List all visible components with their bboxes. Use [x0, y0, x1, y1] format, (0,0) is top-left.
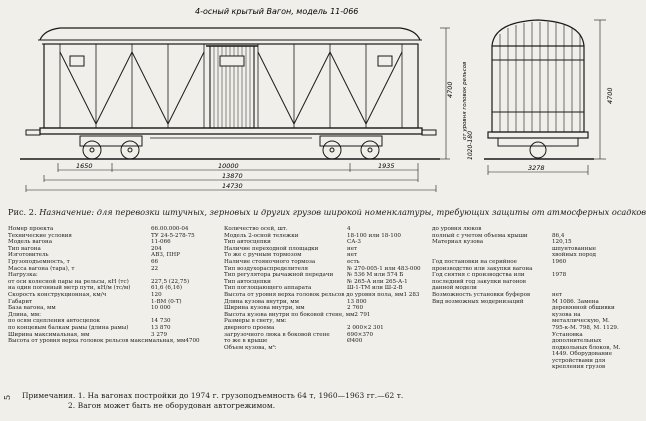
spec-value: Ш-1-ТМ или Ш-2-В — [347, 285, 403, 292]
drawing-title: 4-осный крытый Вагон, модель 11-066 — [195, 7, 359, 16]
spec-label: Наличие переходной площадки — [224, 245, 319, 252]
spec-label: Тип регулятора рычажной передачи — [224, 272, 334, 279]
spec-value: 120,15 — [552, 239, 572, 246]
spec-value: ТУ 24-5-278-75 — [151, 232, 195, 239]
spec-value: № 265-А или 265-А-1 — [347, 278, 408, 285]
spec-label: Модель 2-осной тележки — [224, 232, 299, 239]
spec-row — [224, 325, 429, 332]
spec-value: АВЗ, ПНР — [151, 252, 180, 259]
spec-row — [224, 272, 429, 279]
spec-value: 120 — [151, 291, 162, 298]
spec-row — [8, 299, 213, 306]
spec-row — [8, 305, 213, 312]
spec-row — [224, 252, 429, 259]
dim-10000: 10000 — [218, 162, 239, 170]
spec-row — [224, 279, 429, 286]
spec-value: 13 870 — [151, 324, 171, 331]
spec-label: дверного проема — [224, 324, 275, 331]
spec-label: Год снятия с производства или последний год закупки вагонов данной модели — [432, 272, 526, 292]
spec-label: Высота от уровня верха головок рельсов до уровня пола, мм — [224, 291, 404, 298]
spec-label: Размеры в свету, мм: — [224, 318, 287, 325]
spec-column-1 — [8, 226, 213, 345]
spec-row — [224, 292, 429, 299]
spec-label: Количество осей, шт. — [224, 226, 288, 232]
spec-row — [432, 246, 622, 259]
spec-label: Вид возможных модернизаций — [432, 298, 524, 305]
spec-label: Габарит — [8, 298, 33, 305]
spec-row — [432, 226, 622, 233]
spec-value — [151, 312, 213, 319]
figure-caption — [8, 207, 646, 217]
gauge-label: от уровня головок рельсов — [462, 61, 468, 140]
spec-value: № 536 М или 574 Б — [347, 272, 404, 279]
spec-row — [432, 239, 622, 246]
spec-value — [347, 318, 429, 325]
spec-value: 2 000×2 301 — [347, 324, 384, 331]
spec-label: Скорость конструкционная, км/ч — [8, 291, 107, 298]
spec-row — [432, 299, 622, 372]
spec-label: Тип поглощающего аппарата — [224, 285, 312, 292]
spec-value: нет — [347, 245, 358, 252]
spec-value: нет — [552, 291, 563, 298]
spec-value: 86,4 — [552, 232, 565, 239]
spec-row — [8, 266, 213, 273]
dim-13870: 13870 — [222, 172, 243, 180]
note-1: Примечания. 1. На вагонах постройки до 1974 г. грузоподъемность 64 т, 1960—1963 гг.—62 т. — [22, 391, 404, 400]
spec-row — [224, 318, 429, 325]
spec-label: до уровня люков — [432, 226, 482, 232]
spec-label: Длина кузова внутри, мм — [224, 298, 299, 305]
dim-3278: 3278 — [528, 164, 545, 172]
spec-row — [432, 272, 622, 292]
spec-value: 13 800 — [347, 298, 367, 305]
spec-row — [224, 246, 429, 253]
spec-row — [8, 332, 213, 339]
spec-value: 10 000 — [151, 305, 171, 312]
spec-label: База вагона, мм — [8, 305, 56, 312]
spec-row — [432, 259, 622, 272]
spec-value: 22 — [151, 265, 159, 272]
spec-label: то же в крыше — [224, 338, 268, 345]
dim-4700: 4700 — [446, 81, 454, 98]
spec-label: Нагрузка: — [8, 272, 38, 279]
spec-label: Ширина максимальная, мм — [8, 331, 90, 338]
spec-value: № 270-005-1 или 483-000 — [347, 265, 421, 272]
spec-value: 18-100 или 18-100 — [347, 232, 401, 239]
spec-value: 3 279 — [151, 331, 168, 338]
spec-value: 4 — [347, 226, 351, 232]
spec-label: Наличие стояночного тормоза — [224, 258, 316, 265]
dim-1935: 1935 — [378, 162, 395, 170]
spec-row — [432, 233, 622, 240]
spec-label: Высота кузова внутри по боковой стене, мм — [224, 311, 355, 318]
spec-value: 1960 — [552, 258, 567, 265]
figure-purpose: Назначение: для перевозки штучных, зерновых и других грузов широкой номенклатуры, требующих защиты от атмосферных осадков — [39, 207, 646, 217]
spec-value — [151, 272, 213, 279]
spec-value: 1-ВМ (0-Т) — [151, 298, 182, 305]
note-2: 2. Вагон может быть не оборудован автогрежимом. — [68, 401, 276, 410]
spec-column-3 — [432, 226, 622, 371]
spec-label: То же с ручным тормозом — [224, 252, 302, 259]
spec-row — [8, 338, 213, 345]
spec-row — [8, 233, 213, 240]
spec-row — [8, 325, 213, 332]
spec-row — [8, 272, 213, 279]
end-view — [484, 20, 606, 175]
spec-value: 2 791 — [354, 311, 371, 318]
spec-label: Тип вагона — [8, 245, 41, 252]
spec-value: 66.00.000-04 — [151, 226, 189, 232]
spec-label: Грузоподъемность, т — [8, 258, 70, 265]
spec-row — [8, 259, 213, 266]
spec-value: 66 — [151, 258, 159, 265]
spec-label: Изготовитель — [8, 252, 49, 259]
spec-value: шпунтованные хвойных пород — [552, 245, 597, 259]
dim-1020: 1020-180 — [467, 131, 474, 160]
spec-label: загрузочного люка в боковой стене — [224, 331, 330, 338]
spec-column-2 — [224, 226, 429, 351]
spec-label: Возможность установки буферов — [432, 291, 531, 298]
spec-row — [224, 338, 429, 345]
spec-label: Номер проекта — [8, 226, 54, 232]
spec-label: от оси колесной пары на рельсы, кН (тс) — [8, 278, 129, 285]
spec-row — [8, 226, 213, 233]
spec-row — [224, 239, 429, 246]
spec-value: Ø400 — [347, 338, 363, 345]
spec-row — [8, 292, 213, 299]
spec-label: Модель вагона — [8, 239, 53, 246]
spec-value: СА-3 — [347, 239, 361, 246]
spec-label: Ширина кузова внутри, мм — [224, 305, 305, 312]
spec-row — [224, 226, 429, 233]
spec-row — [224, 312, 429, 319]
spec-row — [224, 345, 429, 352]
dim-4700-end: 4700 — [606, 87, 614, 104]
spec-label: Масса вагона (тара), т — [8, 265, 75, 272]
spec-value: 1978 — [552, 272, 567, 279]
spec-row — [224, 259, 429, 266]
spec-row — [8, 285, 213, 292]
spec-label: по концевым балкам рамы (длина рамы) — [8, 324, 129, 331]
spec-label: полный с учетом объема крыши — [432, 232, 528, 239]
spec-row — [224, 299, 429, 306]
wagon-drawing — [0, 0, 625, 205]
spec-value: 2 760 — [347, 305, 364, 312]
spec-label: Материал кузова — [432, 239, 484, 246]
spec-value — [347, 345, 429, 352]
spec-row — [8, 318, 213, 325]
spec-label: Длина, мм: — [8, 311, 42, 318]
notes — [22, 391, 620, 411]
spec-label: Тип автосцепки — [224, 278, 271, 285]
spec-row — [224, 332, 429, 339]
spec-label: Объем кузова, м³: — [224, 344, 277, 351]
dim-14730: 14730 — [222, 182, 243, 190]
dim-1650: 1650 — [76, 162, 93, 170]
spec-row — [224, 266, 429, 273]
spec-row — [8, 252, 213, 259]
spec-label: Технические условия — [8, 232, 72, 239]
spec-row — [224, 233, 429, 240]
spec-row — [224, 285, 429, 292]
page-number: 5 — [3, 394, 12, 400]
spec-value: 4700 — [185, 338, 200, 345]
spec-label: Высота от уровня верха головок рельсов максимальная, мм — [8, 338, 186, 345]
spec-value: 227,5 (22,75) — [151, 278, 190, 285]
spec-label: Год постановки на серийное производство или закупки вагона — [432, 258, 533, 272]
spec-value: М 1086. Замена деревянной обшивки кузова на металлическую, М. 795-к-М. 798, М. 1129. Установка дополнительных подкольных блоков, М. 1449. Оборудование устройствами для крепления грузов — [552, 298, 621, 371]
spec-value: 690×370 — [347, 331, 374, 338]
spec-row — [8, 246, 213, 253]
spec-label: на один погонный метр пути, кН/м (тс/м) — [8, 285, 131, 292]
spec-label: Тип воздухораспределителя — [224, 265, 308, 272]
spec-label: Тип автосцепки — [224, 239, 271, 246]
spec-row — [224, 305, 429, 312]
spec-value: 11-066 — [151, 239, 171, 246]
spec-row — [8, 239, 213, 246]
spec-value: 14 730 — [151, 318, 171, 325]
spec-value: 61,6 (6,16) — [151, 285, 183, 292]
spec-value: нет — [347, 252, 358, 259]
spec-value: 1 283 — [403, 291, 420, 298]
spec-value: 204 — [151, 245, 162, 252]
spec-row — [8, 312, 213, 319]
spec-row — [432, 292, 622, 299]
spec-value: есть — [347, 258, 360, 265]
figure-number: Рис. 2. — [8, 207, 37, 217]
spec-label: по осям сцепления автосцепок — [8, 318, 101, 325]
